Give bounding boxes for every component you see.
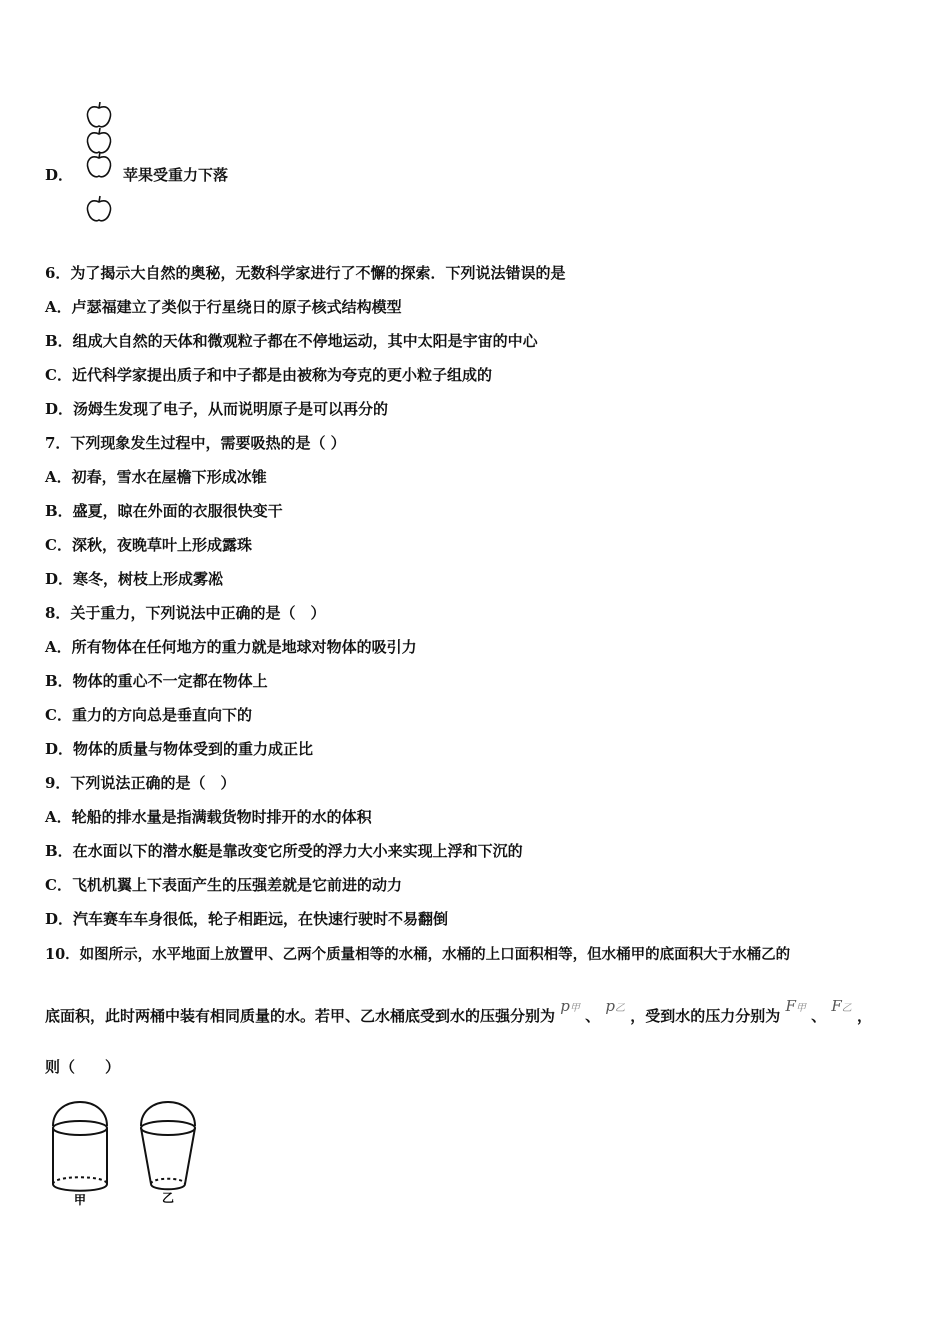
q9-option-c: C．飞机机翼上下表面产生的压强差就是它前进的动力	[45, 876, 402, 894]
q10-stem-line2	[45, 997, 873, 1029]
p-symbol-jia: p甲	[560, 997, 580, 1015]
q10-line2-end: ，	[857, 1007, 873, 1025]
bucket-jia-sides	[53, 1128, 107, 1184]
q6-option-d: D．汤姆生发现了电子，从而说明原子是可以再分的	[45, 400, 389, 418]
q10-stem-line1: 10．如图所示，水平地面上放置甲、乙两个质量相等的水桶，水桶的上口面积相等，但水桶甲的底面积大于水桶乙的	[45, 946, 791, 963]
q5-option-d-label: D．	[45, 166, 74, 184]
q10-line2-part-a: 底面积，此时两桶中装有相同质量的水。若甲、乙水桶底受到水的压强分别为	[45, 1007, 556, 1025]
p-symbol-yi: p乙	[605, 997, 625, 1015]
q8-option-d: D．物体的质量与物体受到的重力成正比	[45, 740, 314, 758]
q10-stem-line3: 则（ ）	[45, 1058, 121, 1076]
q7-option-d: D．寒冬，树枝上形成雾凇	[45, 570, 224, 588]
bucket-yi-label: 乙	[161, 1191, 175, 1205]
f-symbol-jia: F甲	[785, 997, 806, 1015]
q7-option-a: A．初春，雪水在屋檐下形成冰锥	[45, 468, 267, 486]
bucket-yi-rim	[141, 1121, 195, 1135]
q7-stem: 7．下列现象发生过程中，需要吸热的是（ ）	[45, 434, 346, 452]
q7-option-c: C．深秋，夜晚草叶上形成露珠	[45, 536, 252, 554]
q8-option-b: B．物体的重心不一定都在物体上	[45, 672, 268, 690]
q9-option-d: D．汽车赛车车身很低，轮子相距远，在快速行驶时不易翻倒	[45, 910, 449, 928]
separator: 、	[585, 1007, 601, 1025]
bucket-jia-rim	[53, 1121, 107, 1135]
buckets-figure	[45, 1098, 215, 1208]
q6-option-a: A．卢瑟福建立了类似于行星绕日的原子核式结构模型	[45, 298, 402, 316]
bucket-yi-bottom	[151, 1184, 185, 1189]
f-symbol-yi: F乙	[831, 997, 852, 1015]
q9-option-a: A．轮船的排水量是指满载货物时排开的水的体积	[45, 808, 372, 826]
separator: 、	[811, 1007, 827, 1025]
bucket-jia-label: 甲	[73, 1193, 87, 1207]
q10-line2-part-b: ，受到水的压力分别为	[630, 1007, 781, 1025]
q6-option-b: B．组成大自然的天体和微观粒子都在不停地运动，其中太阳是宇宙的中心	[45, 332, 538, 350]
q9-option-b: B．在水面以下的潜水艇是靠改变它所受的浮力大小来实现上浮和下沉的	[45, 842, 523, 860]
q9-stem: 9．下列说法正确的是（ ）	[45, 774, 236, 792]
q7-option-b: B．盛夏，晾在外面的衣服很快变干	[45, 502, 283, 520]
q8-option-c: C．重力的方向总是垂直向下的	[45, 706, 252, 724]
q6-stem: 6．为了揭示大自然的奥秘，无数科学家进行了不懈的探索．下列说法错误的是	[45, 264, 566, 282]
q6-option-c: C．近代科学家提出质子和中子都是由被称为夸克的更小粒子组成的	[45, 366, 492, 384]
q8-stem: 8．关于重力，下列说法中正确的是（ ）	[45, 604, 326, 622]
falling-apples-figure	[82, 102, 116, 222]
q5-option-d-text: 苹果受重力下落	[123, 166, 229, 184]
bucket-yi-sides	[141, 1128, 195, 1184]
bucket-jia-bottom	[53, 1184, 107, 1191]
q8-option-a: A．所有物体在任何地方的重力就是地球对物体的吸引力	[45, 638, 417, 656]
